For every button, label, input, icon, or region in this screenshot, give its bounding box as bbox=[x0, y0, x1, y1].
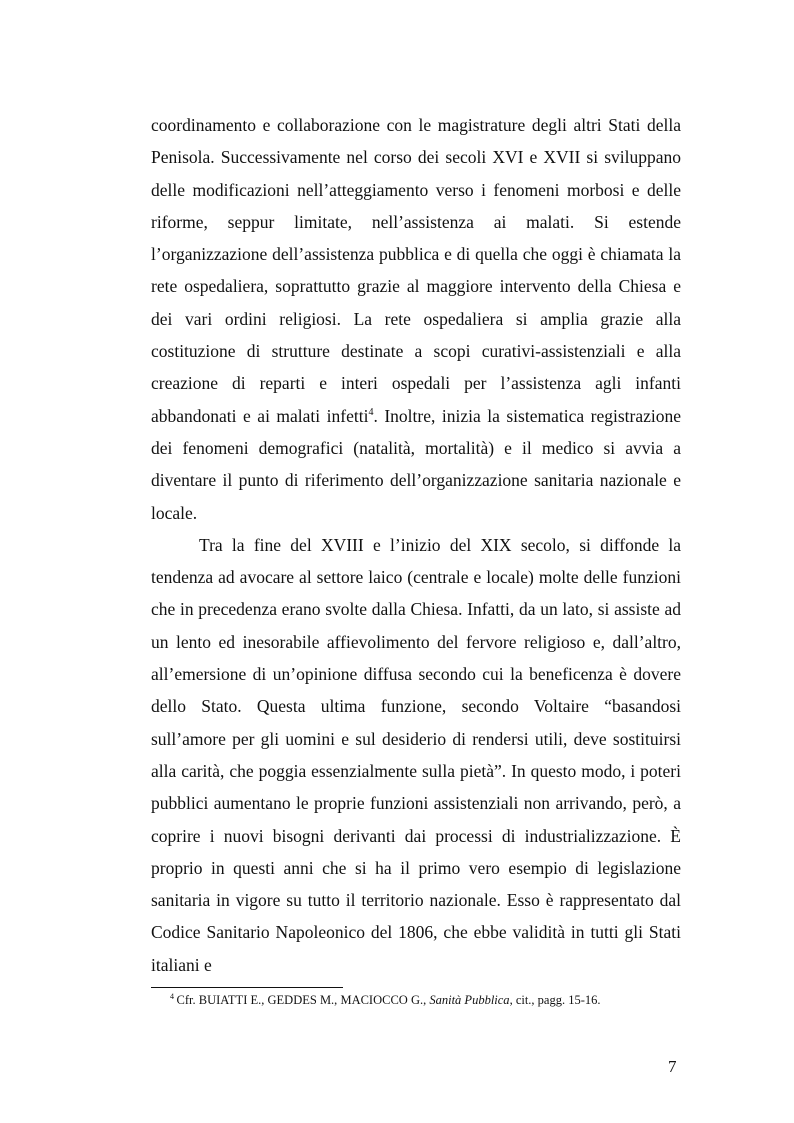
footnote-title: Sanità Pubblica bbox=[429, 993, 510, 1007]
paragraph-1 bbox=[151, 109, 681, 529]
footnote bbox=[170, 992, 680, 1008]
footnote-number: 4 bbox=[170, 991, 174, 1001]
page-number: 7 bbox=[668, 1057, 677, 1076]
footnote-prefix: Cfr. bbox=[176, 993, 199, 1007]
footnote-author-3: MACIOCCO bbox=[340, 993, 408, 1007]
footnote-author-2: GEDDES bbox=[267, 993, 317, 1007]
footnote-author-2-initials: M., bbox=[316, 993, 341, 1007]
paragraph-1-text: coordinamento e collaborazione con le magistrature degli altri Stati della Penisola. Successivamente nel corso dei secoli XVI e XVII si sviluppano delle modificazioni nell’atteggiamento verso i fenomeni morbosi e delle riforme, seppur limitate, nell’assistenza ai malati. Si estende l’organizzazione dell’assistenza pubblica e di quella che oggi è chiamata la rete ospedaliera, soprattutto grazie al maggiore intervento della Chiesa e dei vari ordini religiosi. La rete ospedaliera si amplia grazie alla costituzione di strutture destinate a scopi curativi-assistenziali e alla creazione di reparti e interi ospedali per l’assistenza agli infanti abbandonati e ai malati infetti bbox=[151, 115, 681, 426]
paragraph-1-text-continued: . Inoltre, inizia la sistematica registrazione dei fenomeni demografici (natalità, mortalità) e il medico si avvia a diventare il punto di riferimento dell’organizzazione sanitaria nazionale e locale. bbox=[151, 405, 681, 523]
footnote-author-1: BUIATTI bbox=[198, 993, 248, 1007]
paragraph-2: Tra la fine del XVIII e l’inizio del XIX secolo, si diffonde la tendenza ad avocare al settore laico (centrale e locale) molte delle funzioni che in precedenza erano svolte dalla Chiesa. Infatti, da un lato, si assiste ad un lento ed inesorabile affievolimento del fervore religioso e, dall’altro, all’emersione di un’opinione diffusa secondo cui la beneficenza è dovere dello Stato. Questa ultima funzione, secondo Voltaire “basandosi sull’amore per gli uomini e sul desiderio di rendersi utili, deve sostituirsi alla carità, che poggia essenzialmente sulla pietà”. In questo modo, i poteri pubblici aumentano le proprie funzioni assistenziali non arrivando, però, a coprire i nuovi bisogni derivanti dai processi di industrializzazione. È proprio in questi anni che si ha il primo vero esempio di legislazione sanitaria in vigore su tutto il territorio nazionale. Esso è rappresentato dal Codice Sanitario Napoleonico del 1806, che ebbe validità in tutti gli Stati italiani e bbox=[151, 534, 681, 975]
footnote-separator bbox=[151, 987, 343, 988]
footnote-author-3-initials: G., bbox=[407, 993, 430, 1007]
footnote-author-1-initials: E., bbox=[247, 993, 268, 1007]
footnote-suffix: , cit., pagg. 15-16. bbox=[509, 993, 601, 1007]
body-text bbox=[151, 109, 681, 981]
footnote-reference[interactable]: 4 bbox=[368, 406, 374, 418]
